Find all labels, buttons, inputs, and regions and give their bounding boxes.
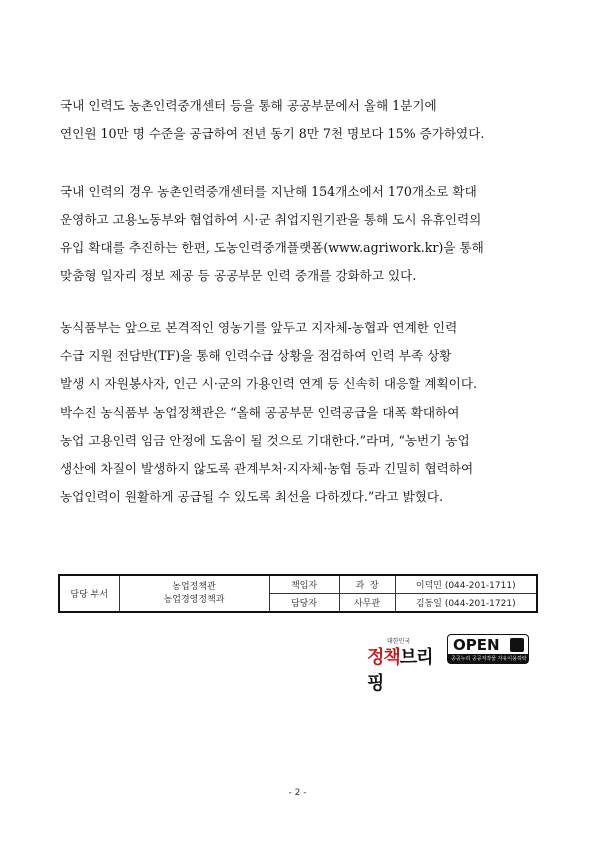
dept-name: 농업정책관 [172, 581, 216, 592]
text-line: 박수진 농식품부 농업정책관은 “올해 공공부문 인력공급을 대폭 확대하여 [60, 405, 460, 420]
person-cell: 김동일 (044-201-1721) [395, 594, 537, 613]
briefing-logo-red: 정책 [367, 647, 400, 668]
dept-label: 담당 부서 [59, 575, 119, 612]
paragraph-supply-stats [60, 92, 540, 148]
open-bar-text: 공공누리 공공저작물 자유이용허락 [451, 656, 527, 662]
text-line: 유입 확대를 추진하는 한편, 도농인력중개플랫폼(www.agriwork.kr)을 통해 [60, 240, 484, 255]
text-line: 생산에 차질이 발생하지 않도록 관계부처·지자체·농협 등과 긴밀히 협력하여 [60, 461, 474, 476]
table-row [59, 575, 537, 594]
text-line: 수급 지원 전담반(TF)을 통해 인력수급 상황을 점검하여 인력 부족 상황 [60, 348, 452, 363]
dept-names [119, 575, 269, 612]
text-line: 발생 시 자원봉사자, 인근 시·군의 가용인력 연계 등 신속히 대응할 계획이다. [60, 376, 478, 391]
briefing-logo-rest: 브리핑 [367, 647, 433, 694]
text-line: 국내 인력도 농촌인력중개센터 등을 통해 공공부문에서 올해 1분기에 [60, 98, 437, 113]
paragraph-official-quote [60, 399, 540, 511]
text-line: 국내 인력의 경우 농촌인력중개센터를 지난해 154개소에서 170개소로 확대 [60, 184, 477, 199]
open-license-logo [447, 634, 529, 664]
page-number: - 2 - [288, 788, 307, 798]
text-line: 농업인력이 원활하게 공급될 수 있도록 최선을 다하겠다.”라고 밝혔다. [60, 489, 444, 504]
open-logo-text: OPEN [453, 636, 500, 654]
license-icon [510, 638, 524, 652]
title-cell: 사무관 [339, 594, 395, 613]
paragraph-ministry-plan [60, 314, 540, 398]
text-line: 농식품부는 앞으로 본격적인 영농기를 앞두고 지자체-농협과 연계한 인력 [60, 320, 458, 335]
briefing-logo-main [367, 643, 443, 695]
role-cell: 책임자 [269, 575, 339, 594]
text-line: 연인원 10만 명 수준을 공급하여 전년 동기 8만 7천 명보다 15% 증가하였다. [60, 126, 485, 141]
text-line: 농업 고용인력 임금 안정에 도움이 될 것으로 기대한다.”라며, “농번기 농업 [60, 433, 470, 448]
person-cell: 이덕민 (044-201-1711) [395, 575, 537, 594]
text-line: 맞춤형 일자리 정보 제공 등 공공부문 인력 중개를 강화하고 있다. [60, 268, 417, 283]
briefing-logo-sub: 대한민국 [387, 638, 411, 645]
contact-table [58, 574, 538, 613]
policy-briefing-logo [367, 636, 443, 694]
paragraph-domestic-labor [60, 178, 540, 290]
title-cell: 과 장 [339, 575, 395, 594]
open-logo-bar [448, 654, 528, 663]
text-line: 운영하고 고용노동부와 협업하여 시·군 취업지원기관을 통해 도시 유휴인력의 [60, 212, 482, 227]
role-cell: 담당자 [269, 594, 339, 613]
dept-name: 농업경영정책과 [163, 594, 225, 605]
